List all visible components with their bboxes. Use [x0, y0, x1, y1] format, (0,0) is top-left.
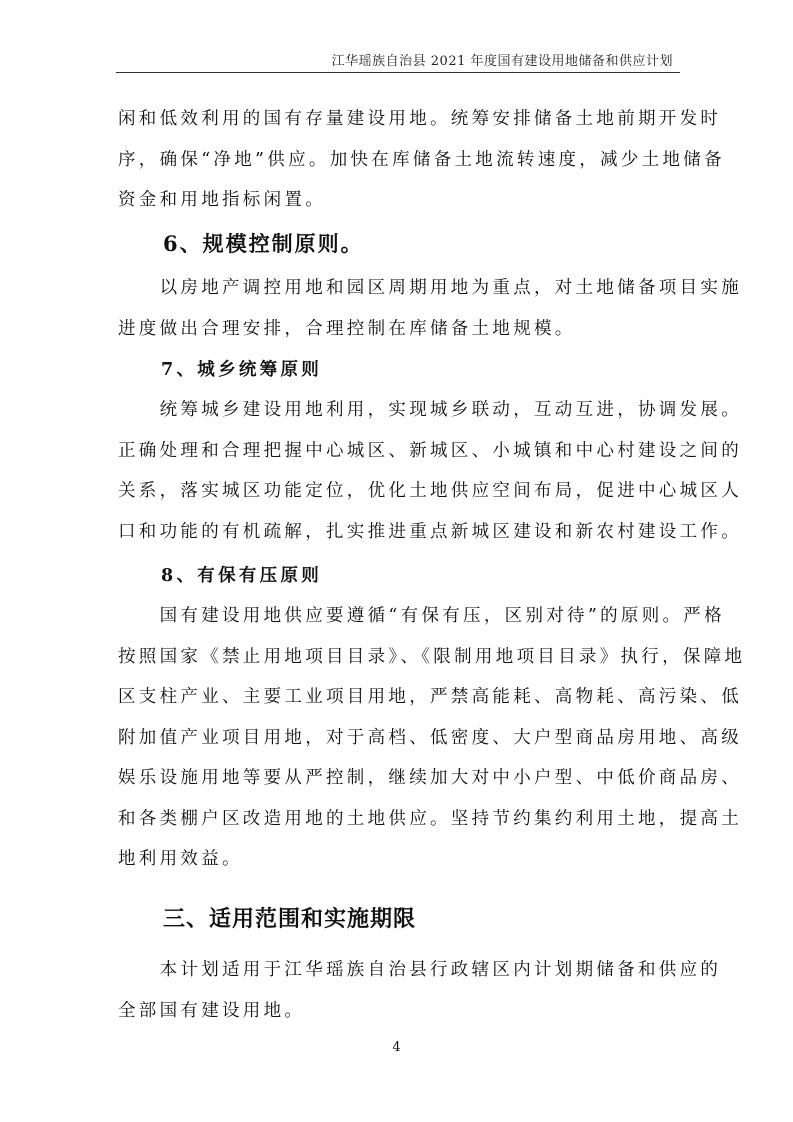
paragraph-line: 按照国家《禁止用地项目目录》、《限制用地项目目录》执行，保障地 [118, 646, 746, 667]
running-header: 江华瑶族自治县 2021 年度国有建设用地储备和供应计划 [331, 54, 673, 69]
page-number: 4 [392, 1040, 401, 1055]
paragraph-line: 闲和低效利用的国有存量建设用地。统筹安排储备土地前期开发时 [118, 109, 722, 129]
paragraph-line: 国有建设用地供应要遵循“有保有压，区别对待”的原则。严格 [118, 606, 725, 626]
paragraph-1 [118, 99, 725, 221]
paragraph-line: 地利用效益。 [118, 849, 243, 869]
heading-6: 6、规模控制原则。 [163, 231, 364, 256]
paragraph-3 [118, 390, 742, 552]
paragraph-line: 统筹城乡建设用地利用，实现城乡联动，互动互进，协调发展。 [118, 400, 742, 420]
paragraph-4 [118, 596, 746, 880]
paragraph-line: 和各类棚户区改造用地的土地供应。坚持节约集约利用土地，提高土 [118, 808, 742, 829]
paragraph-2 [118, 268, 742, 349]
header-rule [116, 72, 680, 73]
paragraph-line: 资金和用地指标闲置。 [118, 190, 326, 210]
paragraph-line: 正确处理和合理把握中心城区、新城区、小城镇和中心村建设之间的 [118, 440, 742, 461]
paragraph-line: 进度做出合理安排，合理控制在库储备土地规模。 [118, 318, 576, 339]
paragraph-line: 关系，落实城区功能定位，优化土地供应空间布局，促进中心城区人 [118, 481, 742, 501]
paragraph-line: 娱乐设施用地等要从严控制，继续加大对中小户型、中低价商品房、 [118, 768, 742, 788]
paragraph-line: 全部国有建设用地。 [118, 1000, 306, 1021]
paragraph-line: 本计划适用于江华瑶族自治县行政辖区内计划期储备和供应的 [118, 960, 722, 980]
paragraph-line: 序，确保“净地”供应。加快在库储备土地流转速度，减少土地储备 [118, 149, 725, 170]
heading-8: 8、有保有压原则 [161, 566, 323, 586]
paragraph-line: 区支柱产业、主要工业项目用地，严禁高能耗、高物耗、高污染、低 [118, 687, 742, 707]
paragraph-line: 口和功能的有机疏解，扎实推进重点新城区建设和新农村建设工作。 [118, 521, 742, 542]
section-heading: 三、适用范围和实施期限 [163, 907, 417, 932]
heading-7: 7、城乡统筹原则 [161, 360, 323, 380]
paragraph-line: 附加值产业项目用地，对于高档、低密度、大户型商品房用地、高级 [118, 727, 742, 748]
paragraph-5 [118, 950, 722, 1031]
paragraph-line: 以房地产调控用地和园区周期用地为重点，对土地储备项目实施 [118, 278, 742, 298]
